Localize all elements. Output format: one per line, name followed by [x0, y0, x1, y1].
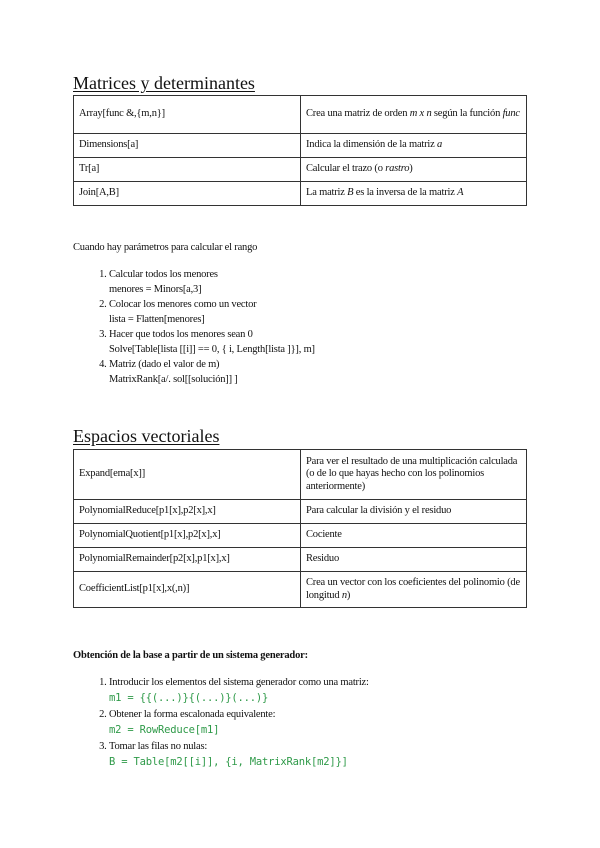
description-cell: Residuo	[301, 548, 527, 572]
code-snippet: m1 = {{(...)}{(...)}(...)}	[109, 692, 269, 704]
table-row	[74, 548, 527, 572]
step-text: 3. Hacer que todos los menores sean 0	[109, 329, 253, 340]
step-text: 3. Tomar las filas no nulas:	[109, 741, 208, 752]
desc-text: es la inversa de la matriz	[353, 187, 458, 199]
list-item	[109, 327, 315, 357]
desc-text: Crea un vector con los coeficientes del polinomio (de longitud	[306, 577, 520, 601]
table-row	[74, 134, 527, 158]
rango-intro: Cuando hay parámetros para calcular el rango	[73, 242, 258, 253]
step-formula: MatrixRank[a/. sol[[solución]] ]	[109, 374, 238, 385]
command-cell: Dimensions[a]	[74, 134, 301, 158]
command-cell: PolynomialRemainder[p2[x],p1[x],x]	[74, 548, 301, 572]
base-steps-list	[73, 675, 369, 771]
list-item	[109, 675, 369, 707]
description-cell: Para calcular la división y el residuo	[301, 500, 527, 524]
desc-em: m x n	[409, 108, 432, 120]
desc-text: Indica la dimensión de la matriz	[306, 139, 438, 151]
description-cell	[301, 182, 527, 206]
step-text: 1. Calcular todos los menores	[109, 269, 218, 280]
table-row	[74, 524, 527, 548]
list-item	[109, 357, 315, 387]
table-row	[74, 182, 527, 206]
list-item	[109, 297, 315, 327]
desc-em: rastro	[385, 163, 410, 175]
desc-text: La matriz	[306, 187, 348, 199]
base-heading: Obtención de la base a partir de un sistema generador:	[73, 650, 308, 661]
list-item	[109, 739, 369, 771]
command-cell: Array[func &,{m,n}]	[74, 96, 301, 134]
desc-em: n	[341, 589, 347, 601]
desc-text: según la función	[431, 108, 503, 120]
desc-text: Calcular el trazo (o	[306, 163, 386, 175]
step-formula: lista = Flatten[menores]	[109, 314, 205, 325]
desc-text: )	[409, 163, 413, 175]
description-cell: Para ver el resultado de una multiplicación calculada (o de lo que hayas hecho con los polinomios anteriormente)	[301, 450, 527, 500]
table-row	[74, 96, 527, 134]
command-cell: PolynomialReduce[p1[x],p2[x],x]	[74, 500, 301, 524]
section-title-espacios: Espacios vectoriales	[73, 426, 220, 446]
description-cell: Cociente	[301, 524, 527, 548]
desc-text: )	[346, 589, 351, 601]
desc-em: func	[502, 108, 520, 120]
table-row	[74, 158, 527, 182]
matrices-table	[73, 95, 527, 206]
command-cell: Expand[ema[x]]	[74, 450, 301, 500]
table-row	[74, 572, 527, 608]
table-row	[74, 450, 527, 500]
list-item	[109, 707, 369, 739]
description-cell	[301, 572, 527, 608]
code-snippet: m2 = RowReduce[m1]	[109, 724, 220, 736]
description-cell	[301, 134, 527, 158]
step-text: 4. Matriz (dado el valor de m)	[109, 359, 220, 370]
desc-text: Crea una matriz de orden	[306, 108, 410, 120]
command-cell: Join[A,B]	[74, 182, 301, 206]
description-cell	[301, 158, 527, 182]
command-cell: CoefficientList[p1[x],x(,n)]	[74, 572, 301, 608]
rango-steps-list	[73, 267, 315, 387]
step-formula: menores = Minors[a,3]	[109, 284, 202, 295]
step-text: 2. Obtener la forma escalonada equivalente:	[109, 709, 276, 720]
step-text: 2. Colocar los menores como un vector	[109, 299, 257, 310]
espacios-table	[73, 449, 527, 608]
desc-em: A	[457, 187, 464, 199]
step-formula: Solve[Table[lista [[i]] == 0, { i, Length[lista ]}], m]	[109, 344, 315, 355]
code-snippet: B = Table[m2[[i]], {i, MatrixRank[m2]}]	[109, 756, 348, 768]
list-item	[109, 267, 315, 297]
command-cell: PolynomialQuotient[p1[x],p2[x],x]	[74, 524, 301, 548]
section-title-matrices: Matrices y determinantes	[73, 73, 255, 93]
command-cell: Tr[a]	[74, 158, 301, 182]
desc-em: a	[437, 139, 443, 151]
desc-em: B	[347, 187, 354, 199]
table-row	[74, 500, 527, 524]
step-text: 1. Introducir los elementos del sistema generador como una matriz:	[109, 677, 369, 688]
description-cell	[301, 96, 527, 134]
